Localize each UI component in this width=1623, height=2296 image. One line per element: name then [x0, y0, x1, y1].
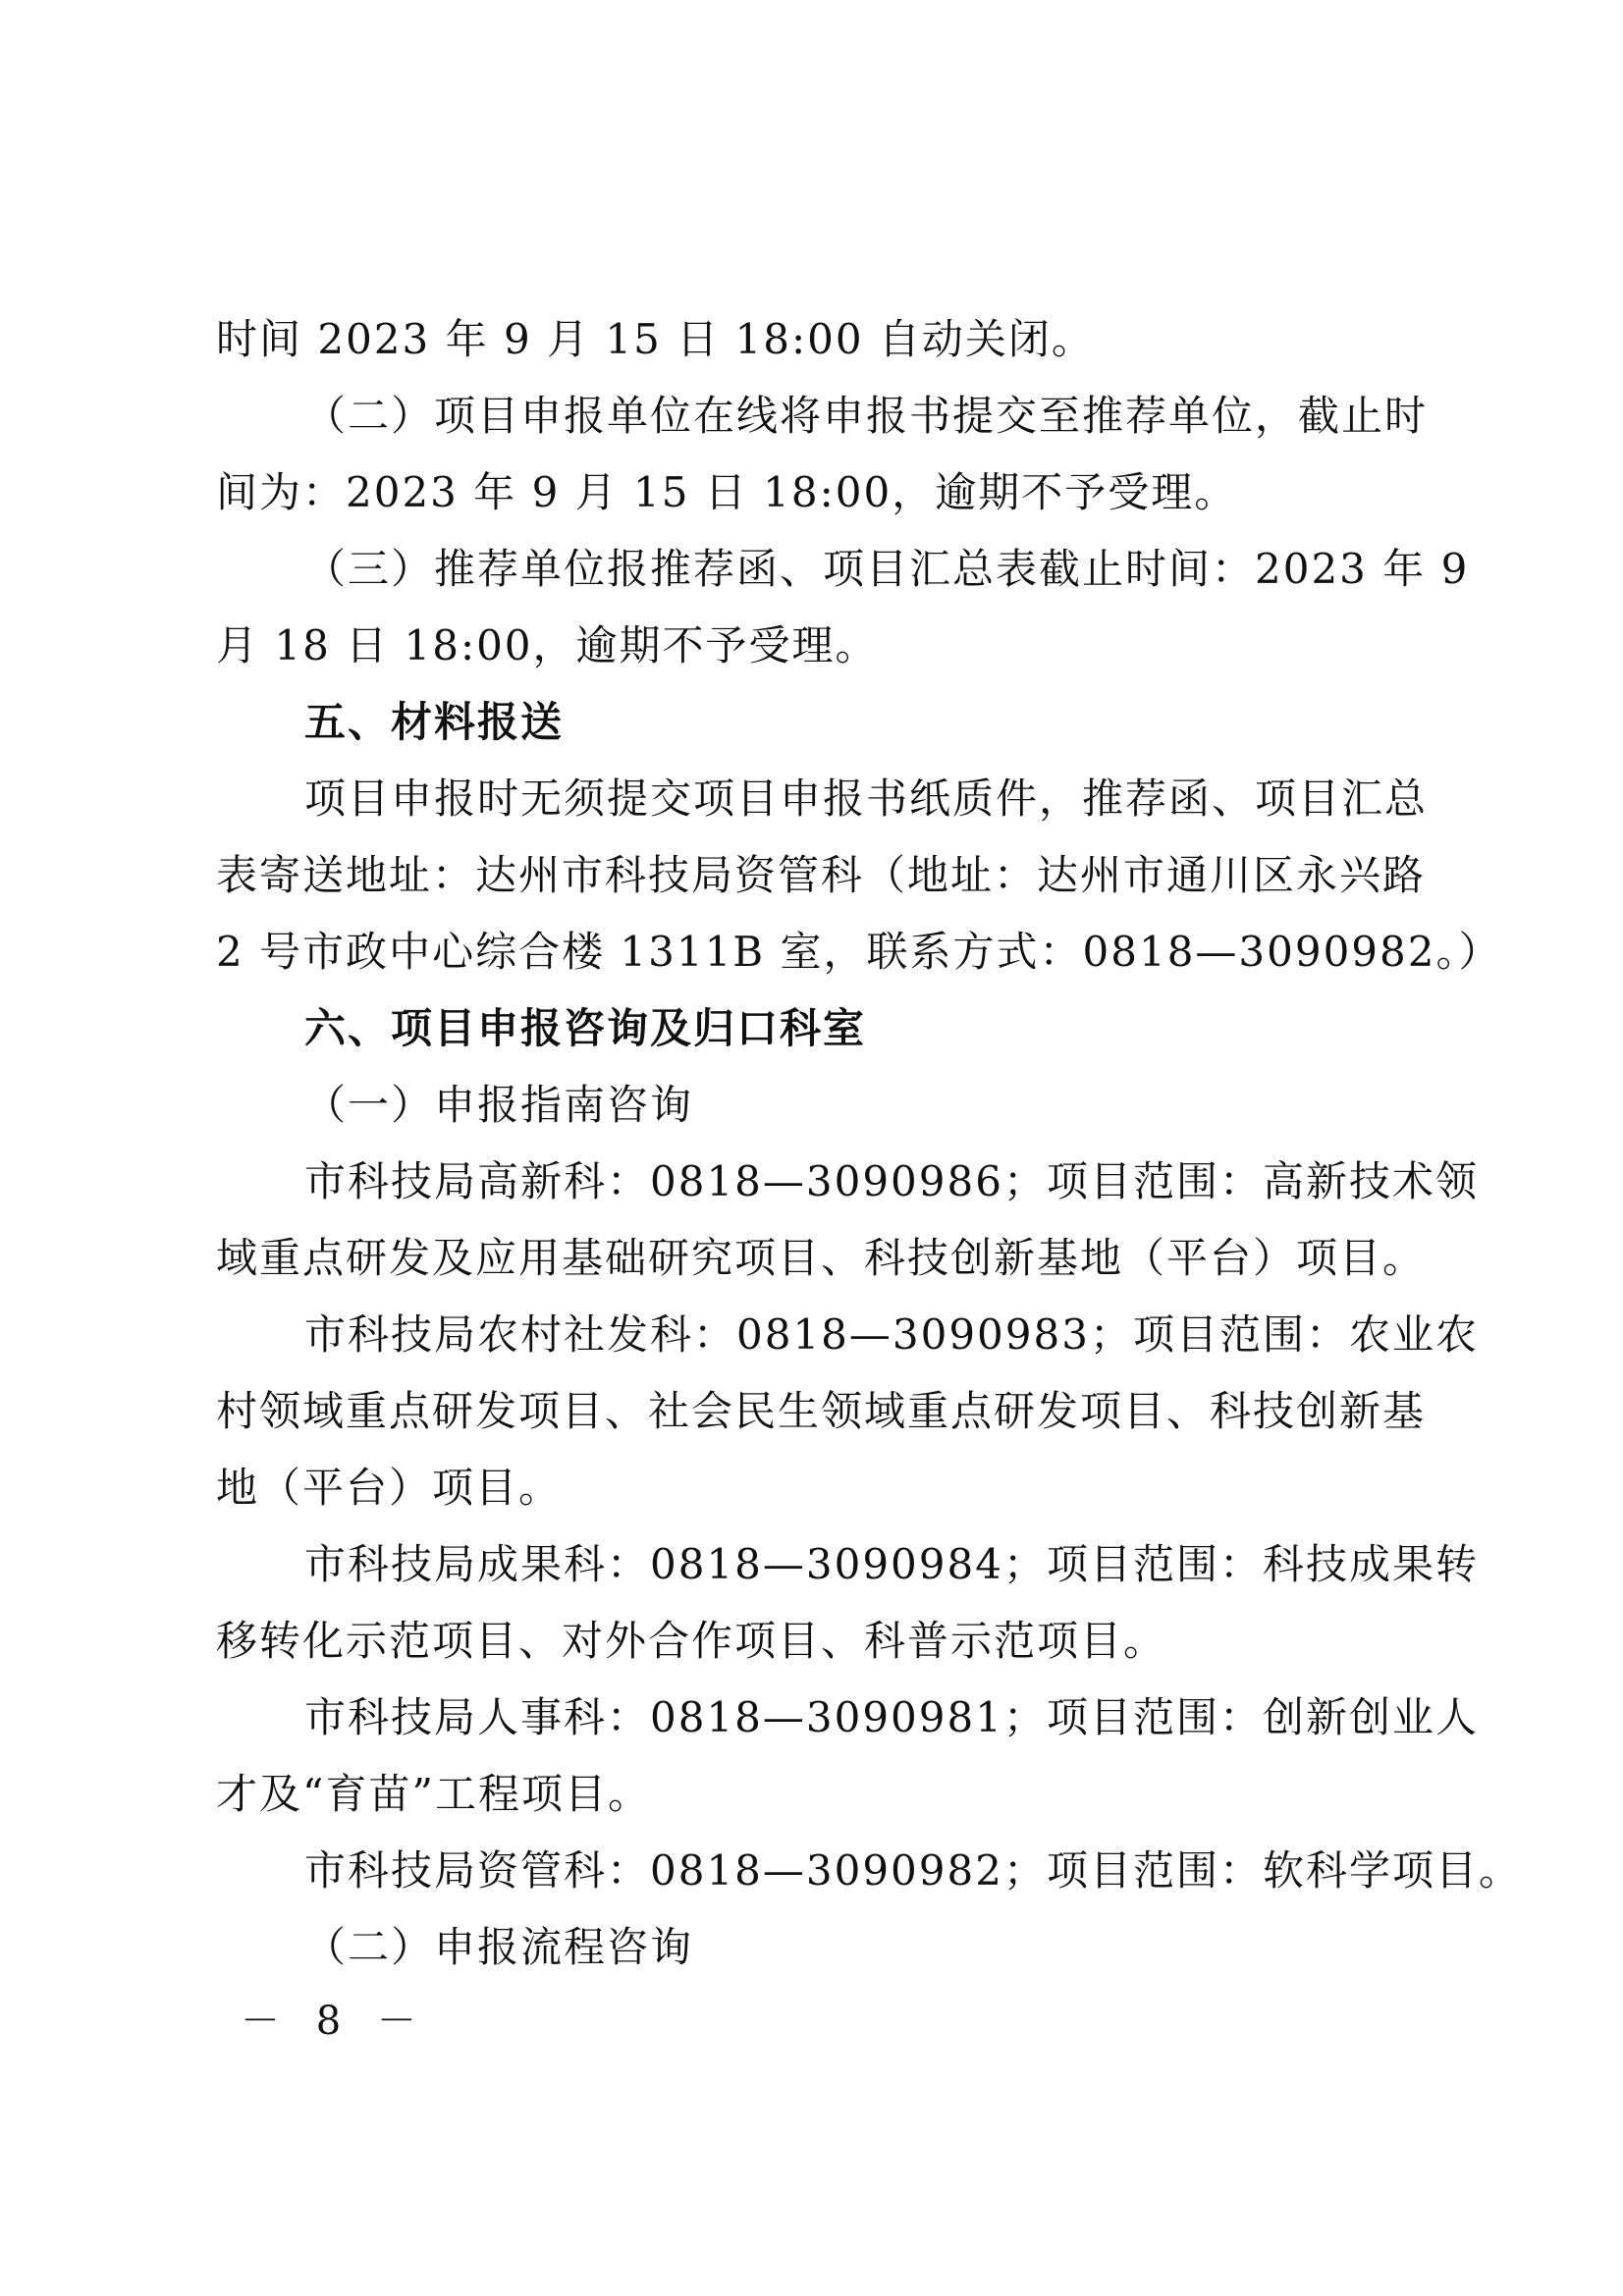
text-line-3: 间为：2023 年 9 月 15 日 18:00，逾期不予受理。: [216, 468, 1238, 516]
section-heading-6: 六、项目申报咨询及归口科室: [304, 1004, 867, 1052]
subsection-heading-2: （二）申报流程咨询: [304, 1923, 694, 1971]
text-line-2: （二）项目申报单位在线将申报书提交至推荐单位，截止时: [304, 392, 1429, 440]
text-line-8: 表寄送地址：达州市科技局资管科（地址：达州市通川区永兴路: [216, 851, 1427, 899]
text-line-9: 2 号市政中心综合楼 1311B 室，联系方式：0818—3090982。）: [216, 928, 1502, 976]
text-line-18: 移转化示范项目、对外合作项目、科普示范项目。: [216, 1617, 1167, 1665]
page-number: － 8 －: [241, 1999, 428, 2044]
text-line-15: 村领域重点研发项目、社会民生领域重点研发项目、科技创新基: [216, 1387, 1427, 1435]
text-line-7: 项目申报时无须提交项目申报书纸质件，推荐函、项目汇总: [304, 774, 1429, 823]
text-line-1: 时间 2023 年 9 月 15 日 18:00 自动关闭。: [216, 315, 1095, 363]
text-line-19: 市科技局人事科：0818—3090981；项目范围：创新创业人: [304, 1693, 1479, 1741]
text-line-5: 月 18 日 18:00，逾期不予受理。: [216, 621, 879, 669]
text-line-17: 市科技局成果科：0818—3090984；项目范围：科技成果转: [304, 1540, 1479, 1588]
text-line-13: 域重点研发及应用基础研究项目、科技创新基地（平台）项目。: [216, 1234, 1427, 1282]
section-heading-5: 五、材料报送: [304, 698, 565, 746]
text-line-21: 市科技局资管科：0818—3090982；项目范围：软科学项目。: [304, 1846, 1522, 1895]
text-line-16: 地（平台）项目。: [216, 1464, 563, 1512]
subsection-heading-1: （一）申报指南咨询: [304, 1081, 694, 1129]
text-line-12: 市科技局高新科：0818—3090986；项目范围：高新技术领: [304, 1157, 1479, 1205]
text-line-20: 才及“育苗”工程项目。: [216, 1770, 651, 1818]
text-line-14: 市科技局农村社发科：0818—3090983；项目范围：农业农: [304, 1310, 1479, 1359]
text-line-4: （三）推荐单位报推荐函、项目汇总表截止时间：2023 年 9: [304, 545, 1470, 593]
